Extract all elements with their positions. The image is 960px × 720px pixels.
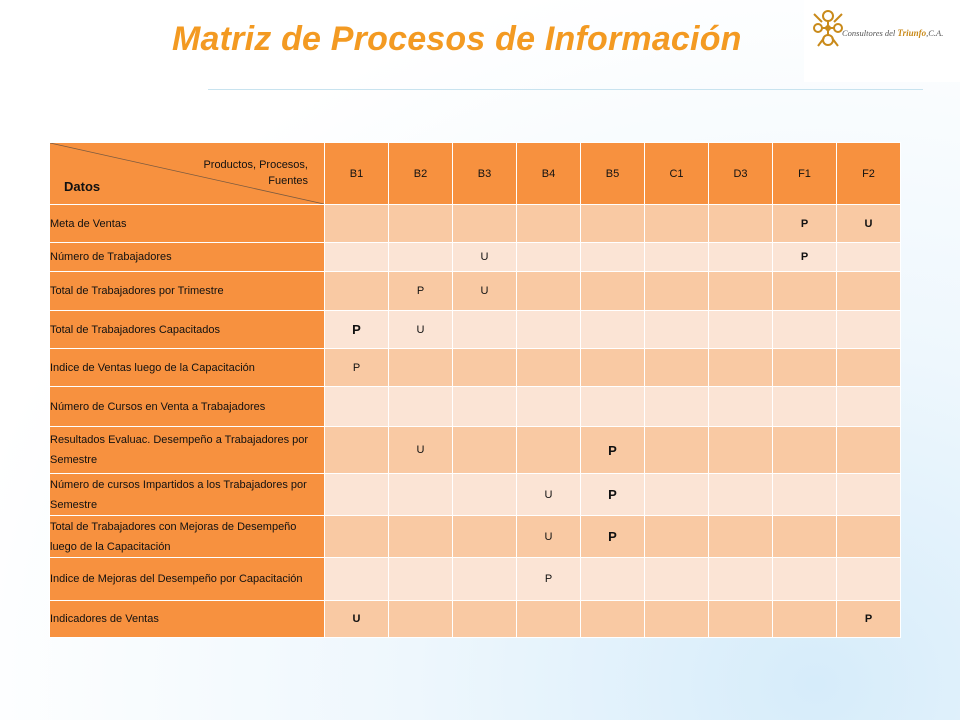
column-header: B2 [389, 143, 453, 205]
table-row [50, 205, 901, 243]
matrix-cell: P [581, 516, 645, 558]
matrix-cell [517, 349, 581, 387]
matrix-cell: P [773, 243, 837, 272]
matrix-cell [389, 558, 453, 601]
matrix-cell [837, 387, 901, 427]
matrix-cell: U [389, 311, 453, 349]
matrix-cell [645, 516, 709, 558]
matrix-cell [645, 387, 709, 427]
matrix-cell: U [325, 601, 389, 638]
matrix-cell: P [389, 272, 453, 311]
column-header: B3 [453, 143, 517, 205]
corner-left-label: Datos [64, 179, 101, 194]
row-label: Número de Cursos en Venta a Trabajadores [50, 387, 325, 427]
corner-header [50, 143, 325, 205]
matrix-cell [453, 387, 517, 427]
table-row [50, 272, 901, 311]
table-row [50, 516, 901, 558]
table-row [50, 311, 901, 349]
matrix-cell [453, 311, 517, 349]
matrix-cell [709, 474, 773, 516]
matrix-cell [453, 349, 517, 387]
table-row [50, 474, 901, 516]
table-row [50, 427, 901, 474]
matrix-cell: P [773, 205, 837, 243]
matrix-cell [645, 349, 709, 387]
matrix-cell [773, 311, 837, 349]
matrix-cell: P [325, 311, 389, 349]
matrix-cell: P [837, 601, 901, 638]
matrix-cell [709, 516, 773, 558]
table-row [50, 243, 901, 272]
matrix-cell: U [453, 243, 517, 272]
matrix-cell [517, 387, 581, 427]
matrix-cell [389, 387, 453, 427]
logo-text [842, 28, 943, 38]
matrix-cell [645, 243, 709, 272]
matrix-cell [389, 349, 453, 387]
row-label: Número de Trabajadores [50, 243, 325, 272]
matrix-cell [581, 349, 645, 387]
column-header: D3 [709, 143, 773, 205]
column-header: B4 [517, 143, 581, 205]
matrix-cell [645, 311, 709, 349]
matrix-cell [453, 601, 517, 638]
matrix-cell [453, 558, 517, 601]
matrix-cell [773, 427, 837, 474]
matrix-cell [709, 272, 773, 311]
row-label: Total de Trabajadores por Trimestre [50, 272, 325, 311]
process-matrix-table [49, 142, 901, 638]
matrix-cell [325, 427, 389, 474]
matrix-cell [645, 601, 709, 638]
matrix-cell [773, 601, 837, 638]
matrix-cell [581, 311, 645, 349]
matrix-cell [709, 558, 773, 601]
table-row [50, 601, 901, 638]
corner-top-line2: Fuentes [268, 175, 308, 187]
matrix-cell [325, 272, 389, 311]
matrix-cell [581, 205, 645, 243]
matrix-cell [837, 474, 901, 516]
corner-top-label [203, 157, 308, 189]
matrix-cell [645, 558, 709, 601]
matrix-cell [453, 474, 517, 516]
matrix-cell [389, 601, 453, 638]
matrix-cell [709, 311, 773, 349]
matrix-cell: U [517, 474, 581, 516]
column-header: F2 [837, 143, 901, 205]
table-row [50, 387, 901, 427]
matrix-cell [837, 516, 901, 558]
matrix-cell [325, 205, 389, 243]
matrix-cell [773, 474, 837, 516]
matrix-cell [709, 349, 773, 387]
row-label: Indicadores de Ventas [50, 601, 325, 638]
matrix-cell [709, 205, 773, 243]
row-label: Meta de Ventas [50, 205, 325, 243]
matrix-cell: P [517, 558, 581, 601]
column-header: C1 [645, 143, 709, 205]
matrix-cell: U [389, 427, 453, 474]
matrix-cell [517, 311, 581, 349]
matrix-cell [709, 427, 773, 474]
row-label: Resultados Evaluac. Desempeño a Trabajadores por Semestre [50, 427, 325, 474]
matrix-cell: U [453, 272, 517, 311]
matrix-cell [581, 272, 645, 311]
company-logo [804, 0, 960, 82]
matrix-cell [645, 474, 709, 516]
matrix-cell [325, 474, 389, 516]
matrix-cell [325, 387, 389, 427]
matrix-cell [389, 205, 453, 243]
title-divider [208, 89, 923, 90]
matrix-cell [773, 558, 837, 601]
matrix-cell [453, 427, 517, 474]
matrix-body [50, 205, 901, 638]
matrix-cell: P [581, 427, 645, 474]
matrix-cell [325, 558, 389, 601]
matrix-cell [453, 205, 517, 243]
corner-top-line1: Productos, Procesos, [203, 159, 308, 171]
matrix-cell [837, 349, 901, 387]
matrix-cell [645, 205, 709, 243]
matrix-cell [709, 387, 773, 427]
matrix-cell [581, 387, 645, 427]
header-row [50, 143, 901, 205]
table-row [50, 558, 901, 601]
matrix-cell [837, 243, 901, 272]
matrix-cell: P [581, 474, 645, 516]
matrix-cell [773, 272, 837, 311]
matrix-cell: U [517, 516, 581, 558]
matrix-cell [581, 601, 645, 638]
matrix-cell [837, 427, 901, 474]
matrix-cell [517, 601, 581, 638]
logo-suffix: ,C.A. [926, 28, 944, 38]
row-label: Número de cursos Impartidos a los Trabajadores por Semestre [50, 474, 325, 516]
matrix-cell [773, 387, 837, 427]
matrix-cell [389, 474, 453, 516]
logo-prefix: Consultores del [842, 28, 898, 38]
matrix-cell [581, 243, 645, 272]
matrix-cell [709, 243, 773, 272]
matrix-cell [645, 272, 709, 311]
matrix-cell: U [837, 205, 901, 243]
row-label: Indice de Mejoras del Desempeño por Capacitación [50, 558, 325, 601]
matrix-cell [581, 558, 645, 601]
matrix-cell [773, 349, 837, 387]
row-label: Total de Trabajadores con Mejoras de Desempeño luego de la Capacitación [50, 516, 325, 558]
column-header: B1 [325, 143, 389, 205]
matrix-cell [453, 516, 517, 558]
matrix-cell [645, 427, 709, 474]
matrix-cell [837, 558, 901, 601]
matrix-cell [325, 243, 389, 272]
matrix-cell: P [325, 349, 389, 387]
row-label: Total de Trabajadores Capacitados [50, 311, 325, 349]
matrix-cell [517, 427, 581, 474]
matrix-cell [837, 272, 901, 311]
slide-title: Matriz de Procesos de Información [172, 20, 742, 58]
matrix-cell [389, 516, 453, 558]
column-header: B5 [581, 143, 645, 205]
matrix-cell [773, 516, 837, 558]
matrix-cell [709, 601, 773, 638]
column-header: F1 [773, 143, 837, 205]
table-row [50, 349, 901, 387]
matrix-cell [325, 516, 389, 558]
matrix-cell [517, 243, 581, 272]
logo-brand: Triunfo [897, 28, 927, 38]
matrix-cell [517, 272, 581, 311]
row-label: Indice de Ventas luego de la Capacitación [50, 349, 325, 387]
matrix-cell [517, 205, 581, 243]
matrix-cell [837, 311, 901, 349]
matrix-cell [389, 243, 453, 272]
